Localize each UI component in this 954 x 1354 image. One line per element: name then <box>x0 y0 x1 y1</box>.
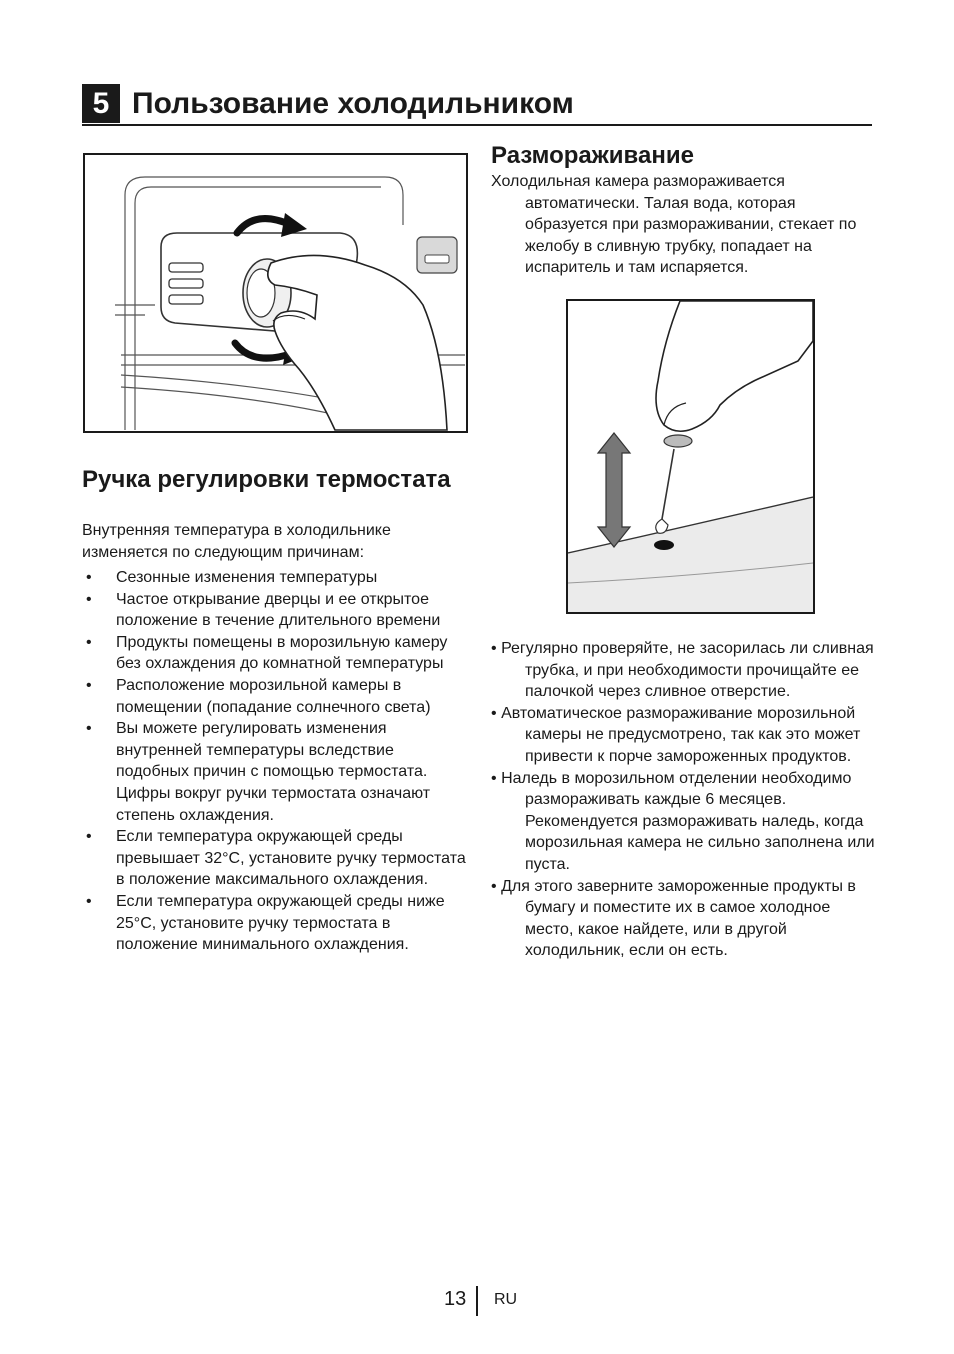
drain-cleaning-illustration <box>566 299 815 614</box>
defrost-intro-rest: автоматически. Талая вода, которая образуется при размораживании, стекает по желобу в сливную трубку, попадает на испаритель и там испаряется. <box>525 194 857 277</box>
list-item: • Если температура окружающей среды превышает 32°C, установите ручку термостата в положение максимального охлаждения. <box>86 828 466 889</box>
thermostat-heading: Ручка регулировки термостата <box>82 466 451 493</box>
defrost-intro-first: Холодильная камера размораживается <box>491 173 785 190</box>
page-number: 13 <box>444 1288 467 1310</box>
bullet-icon: • <box>491 769 497 787</box>
list-item: • Сезонные изменения температуры <box>82 567 470 589</box>
list-item: • Автоматическое размораживание морозильной камеры не предусмотрено, так как это может привести к порче замороженных продуктов. <box>491 704 861 765</box>
list-item: • Частое открывание дверцы и ее открытое положение в течение длительного времени <box>86 590 441 630</box>
thermostat-knob-illustration <box>83 153 468 433</box>
footer-divider <box>476 1286 478 1316</box>
bullet-icon: • <box>86 720 92 738</box>
list-item: • Наледь в морозильном отделении необходимо размораживать каждые 6 месяцев. Рекомендуется размораживать наледь, когда морозильная камера не сильно заполнена или пуста. <box>491 769 875 873</box>
bullet-icon: • <box>86 633 92 651</box>
list-item: • Для этого заверните замороженные продукты в бумагу и поместите их в самое холодное место, какое найдете, или в другой холодильник, если он есть. <box>491 877 856 960</box>
bullet-icon: • <box>491 640 497 657</box>
bullet-icon: • <box>86 828 92 846</box>
language-code: RU <box>494 1291 518 1308</box>
defrost-intro <box>491 171 876 279</box>
list-item: • Продукты помещены в морозильную камеру без охлаждения до комнатной температуры <box>86 633 448 673</box>
section-header <box>82 84 872 126</box>
bullet-icon: • <box>491 877 497 895</box>
defrost-heading: Размораживание <box>491 142 694 169</box>
list-item: • Расположение морозильной камеры в помещении (попадание солнечного света) <box>86 676 431 716</box>
list-item: • Вы можете регулировать изменения внутренней температуры вследствие подобных причин с помощью термостата. Цифры вокруг ручки термостата означают степень охлаждения. <box>86 720 431 824</box>
bullet-icon: • <box>491 704 497 722</box>
bullet-icon: • <box>86 590 92 608</box>
bullet-icon: • <box>86 676 92 694</box>
list-item: • Регулярно проверяйте, не засорилась ли сливная трубка, и при необходимости прочищайте ее палочкой через сливное отверстие. <box>491 640 874 701</box>
bullet-icon: • <box>86 569 92 586</box>
page-footer <box>0 1286 954 1316</box>
thermostat-bullet-list <box>82 567 470 956</box>
bullet-icon: • <box>86 892 92 910</box>
defrost-bullet-list <box>491 638 879 962</box>
thermostat-intro: Внутренняя температура в холодильнике изменяется по следующим причинам: <box>82 522 391 561</box>
section-number: 5 <box>82 84 120 123</box>
section-title: Пользование холодильником <box>132 87 574 120</box>
list-item: • Если температура окружающей среды ниже 25°C, установите ручку термостата в положение минимального охлаждения. <box>86 892 445 954</box>
